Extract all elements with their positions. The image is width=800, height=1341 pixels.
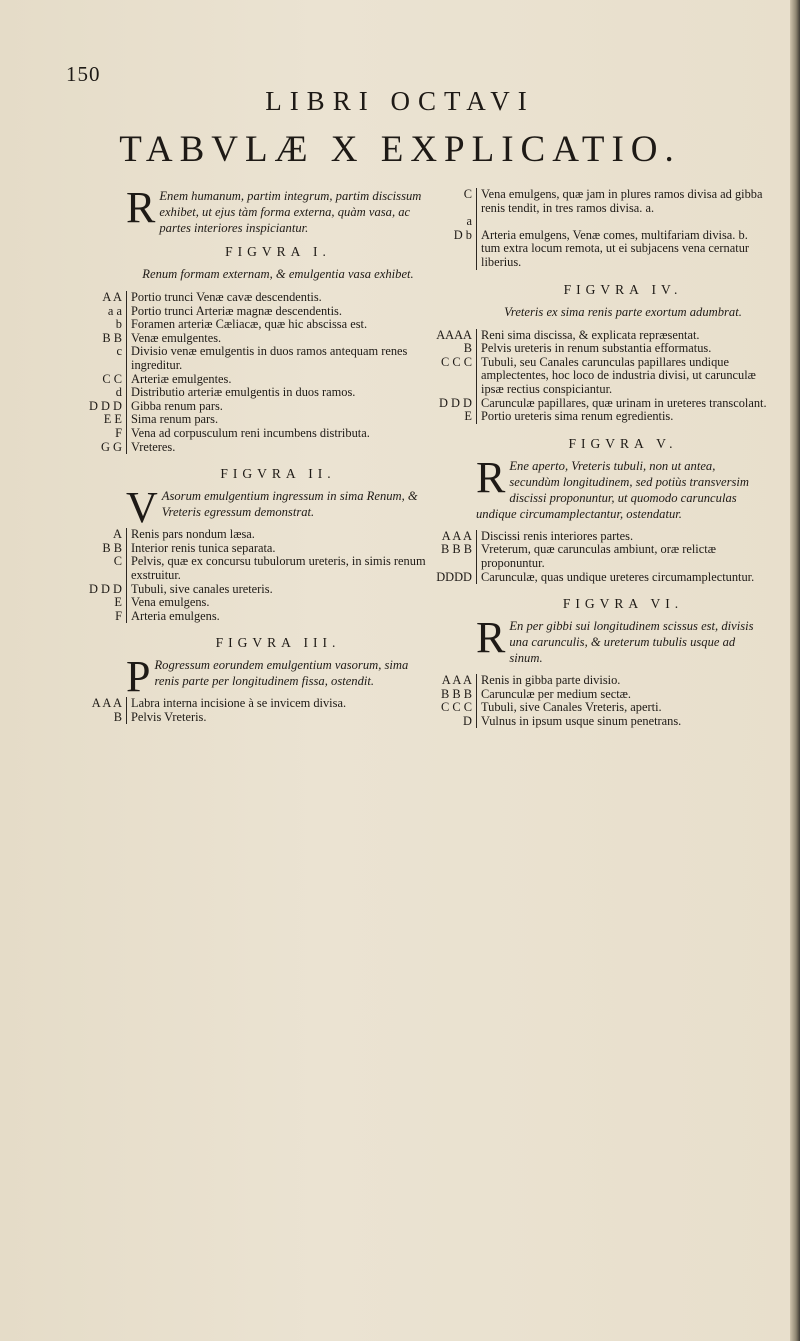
legend-row bbox=[430, 329, 770, 343]
legend-text: Vulnus in ipsum usque sinum penetrans. bbox=[476, 715, 770, 729]
legend-label: E bbox=[114, 595, 122, 610]
figure-heading-6: FIGVRA VI. bbox=[562, 596, 684, 612]
legend-row bbox=[72, 583, 430, 597]
legend-text: Gibba renum pars. bbox=[126, 400, 430, 414]
legend-text: Vena emulgens. bbox=[126, 596, 430, 610]
legend-text: Carunculæ per medium sectæ. bbox=[476, 688, 770, 702]
dropcap: P bbox=[126, 652, 151, 702]
table-title: TABVLÆ X EXPLICATIO. bbox=[119, 129, 681, 170]
legend-label: B B B bbox=[441, 686, 472, 701]
legend-row bbox=[72, 318, 430, 332]
legend-list-3 bbox=[72, 697, 430, 724]
legend-row bbox=[72, 528, 430, 542]
legend-text: Tubuli, sive Canales Vreteris, aperti. bbox=[476, 701, 770, 715]
legend-label: G G bbox=[101, 439, 122, 454]
legend-label: E bbox=[464, 409, 472, 424]
legend-list-6 bbox=[430, 674, 770, 728]
right-column bbox=[430, 188, 770, 728]
legend-row bbox=[72, 427, 430, 441]
legend-label: D D D bbox=[438, 395, 472, 410]
page-number: 150 bbox=[66, 62, 101, 86]
legend-row bbox=[430, 571, 770, 585]
legend-list-1 bbox=[72, 291, 430, 454]
legend-row bbox=[72, 400, 430, 414]
legend-row bbox=[72, 610, 430, 624]
legend-row bbox=[430, 410, 770, 424]
legend-text: Pelvis, quæ ex concursu tubulorum ureteris, in simis renum exstruitur. bbox=[126, 555, 430, 582]
legend-text: Carunculæ, quas undique ureteres circumamplectuntur. bbox=[476, 571, 770, 585]
legend-text: Pelvis ureteris in renum substantia efformatus. bbox=[476, 342, 770, 356]
legend-text: Discissi renis interiores partes. bbox=[476, 530, 770, 544]
legend-label: D bbox=[463, 713, 472, 728]
legend-row bbox=[72, 413, 430, 427]
legend-text: Vreterum, quæ carunculas ambiunt, oræ relictæ proponuntur. bbox=[476, 543, 770, 570]
legend-text: Arteriæ emulgentes. bbox=[126, 373, 430, 387]
legend-text: Carunculæ papillares, quæ urinam in ureteres transcolant. bbox=[476, 397, 770, 411]
legend-row bbox=[72, 697, 430, 711]
figure-caption-4: Vreteris ex sima renis parte exortum adumbrat. bbox=[504, 304, 742, 319]
legend-text: Portio ureteris sima renum egredientis. bbox=[476, 410, 770, 424]
figure-intro-text: Asorum emulgentium ingressum in sima Renum, & Vreteris egressum demonstrat. bbox=[161, 489, 418, 520]
figure-heading-5: FIGVRA V. bbox=[568, 435, 678, 451]
legend-label: A A A bbox=[441, 673, 472, 688]
legend-text: Vena emulgens, quæ jam in plures ramos divisa ad gibba renis tendit, in tres ramos divisa. a. bbox=[476, 188, 770, 215]
legend-row bbox=[430, 543, 770, 570]
legend-text: Divisio venæ emulgentis in duos ramos antequam renes ingreditur. bbox=[126, 345, 430, 372]
legend-text: Portio trunci Arteriæ magnæ descendentis. bbox=[126, 305, 430, 319]
legend-text bbox=[476, 215, 770, 229]
legend-label: E E bbox=[103, 412, 122, 427]
legend-label: F bbox=[115, 608, 122, 623]
figure-intro-5 bbox=[476, 452, 770, 522]
figure-heading-2: FIGVRA II. bbox=[220, 466, 336, 482]
legend-list-3-cont bbox=[430, 188, 770, 270]
legend-row bbox=[430, 701, 770, 715]
legend-row bbox=[72, 305, 430, 319]
figure-intro-text: Rogressum eorundem emulgentium vasorum, sima renis parte per longitudinem fissa, ostendit. bbox=[154, 658, 409, 689]
figure-heading-4: FIGVRA IV. bbox=[563, 281, 683, 297]
legend-label: B B bbox=[102, 330, 122, 345]
legend-row bbox=[72, 542, 430, 556]
legend-label: C bbox=[463, 187, 472, 201]
legend-list-2 bbox=[72, 528, 430, 623]
legend-label: A bbox=[113, 527, 122, 542]
legend-label: AAAA bbox=[436, 327, 472, 342]
legend-row bbox=[72, 332, 430, 346]
figure-intro-2 bbox=[126, 483, 430, 533]
legend-row bbox=[72, 711, 430, 725]
legend-text: Tubuli, seu Canales carunculas papillares undique amplectentes, hoc loco de industria divisi, ut carunculæ ipsæ rectius conspiciantur. bbox=[476, 356, 770, 397]
legend-label: C C C bbox=[441, 700, 472, 715]
legend-row bbox=[72, 596, 430, 610]
legend-list-5 bbox=[430, 530, 770, 584]
legend-text: Tubuli, sive canales ureteris. bbox=[126, 583, 430, 597]
legend-row bbox=[72, 291, 430, 305]
legend-text: Sima renum pars. bbox=[126, 413, 430, 427]
legend-label: C C bbox=[102, 371, 122, 386]
legend-text: Pelvis Vreteris. bbox=[126, 711, 430, 725]
legend-text: Vena ad corpusculum reni incumbens distributa. bbox=[126, 427, 430, 441]
legend-row bbox=[430, 342, 770, 356]
legend-row bbox=[430, 397, 770, 411]
left-column bbox=[72, 183, 430, 724]
book-title: LIBRI OCTAVI bbox=[265, 86, 535, 116]
legend-row bbox=[430, 715, 770, 729]
legend-text: Distributio arteriæ emulgentis in duos ramos. bbox=[126, 386, 430, 400]
legend-label: DDDD bbox=[436, 569, 472, 584]
figure-heading-1: FIGVRA I. bbox=[225, 244, 331, 259]
legend-label: B B bbox=[102, 540, 122, 555]
legend-row bbox=[430, 356, 770, 397]
legend-text: Arteria emulgens, Venæ comes, multifariam divisa. b. tum extra locum remota, ut ei subjacens vena cernatur liberius. bbox=[476, 229, 770, 270]
figure-caption-1: Renum formam externam, & emulgentia vasa exhibet. bbox=[142, 267, 414, 281]
legend-label: B B B bbox=[441, 542, 472, 557]
legend-label: b bbox=[115, 317, 122, 332]
dropcap: V bbox=[126, 483, 158, 533]
legend-label: a bbox=[466, 214, 472, 229]
legend-label: C C C bbox=[441, 354, 472, 369]
legend-row bbox=[430, 188, 770, 215]
legend-label: C bbox=[113, 554, 122, 569]
legend-text: Foramen arteriæ Cæliacæ, quæ hic abscissa est. bbox=[126, 318, 430, 332]
legend-list-4 bbox=[430, 329, 770, 424]
legend-row bbox=[72, 441, 430, 455]
dropcap: R bbox=[476, 613, 506, 663]
legend-row bbox=[72, 555, 430, 582]
legend-label: a a bbox=[107, 303, 122, 318]
figure-heading-3: FIGVRA III. bbox=[215, 635, 341, 651]
legend-label: F bbox=[115, 425, 122, 440]
legend-text: Venæ emulgentes. bbox=[126, 332, 430, 346]
legend-label: A A A bbox=[91, 696, 122, 711]
legend-label: d bbox=[115, 385, 122, 400]
legend-row bbox=[430, 229, 770, 270]
page-edge bbox=[790, 0, 800, 1341]
figure-intro-text: Ene aperto, Vreteris tubuli, non ut antea, secundùm longitudinem, sed potiùs transversim discissi proponuntur, ut quomodo carunculas undique circumamplectantur, ostendatur. bbox=[476, 458, 749, 521]
legend-text: Interior renis tunica separata. bbox=[126, 542, 430, 556]
legend-label: B bbox=[463, 341, 472, 356]
legend-label: c bbox=[116, 344, 122, 359]
legend-label: D D D bbox=[88, 398, 122, 413]
legend-text: Renis pars nondum læsa. bbox=[126, 528, 430, 542]
legend-label: A A bbox=[102, 290, 122, 304]
legend-text: Arteria emulgens. bbox=[126, 610, 430, 624]
intro-text: Enem humanum, partim integrum, partim discissum exhibet, ut ejus tàm forma externa, quàm vasa, ac partes interiores inspiciantur. bbox=[159, 189, 422, 235]
legend-text: Vreteres. bbox=[126, 441, 430, 455]
legend-label: D D D bbox=[88, 581, 122, 596]
legend-row bbox=[72, 373, 430, 387]
legend-row bbox=[430, 688, 770, 702]
legend-text: Portio trunci Venæ cavæ descendentis. bbox=[126, 291, 430, 305]
legend-row bbox=[72, 386, 430, 400]
dropcap: R bbox=[126, 183, 156, 232]
dropcap: R bbox=[476, 452, 506, 502]
legend-row bbox=[430, 674, 770, 688]
legend-row bbox=[430, 215, 770, 229]
legend-row bbox=[430, 530, 770, 544]
legend-text: Reni sima discissa, & explicata repræsentat. bbox=[476, 329, 770, 343]
intro-paragraph bbox=[126, 183, 430, 236]
legend-text: Renis in gibba parte divisio. bbox=[476, 674, 770, 688]
legend-label: D b bbox=[453, 227, 472, 242]
figure-intro-3 bbox=[126, 652, 430, 702]
legend-label: B bbox=[113, 709, 122, 724]
legend-label: A A A bbox=[441, 528, 472, 543]
legend-row bbox=[72, 345, 430, 372]
figure-intro-text: En per gibbi sui longitudinem scissus est, divisis una carunculis, & ureterum tubulis usque ad sinum. bbox=[509, 619, 754, 666]
legend-text: Labra interna incisione à se invicem divisa. bbox=[126, 697, 430, 711]
figure-intro-6 bbox=[476, 613, 770, 666]
